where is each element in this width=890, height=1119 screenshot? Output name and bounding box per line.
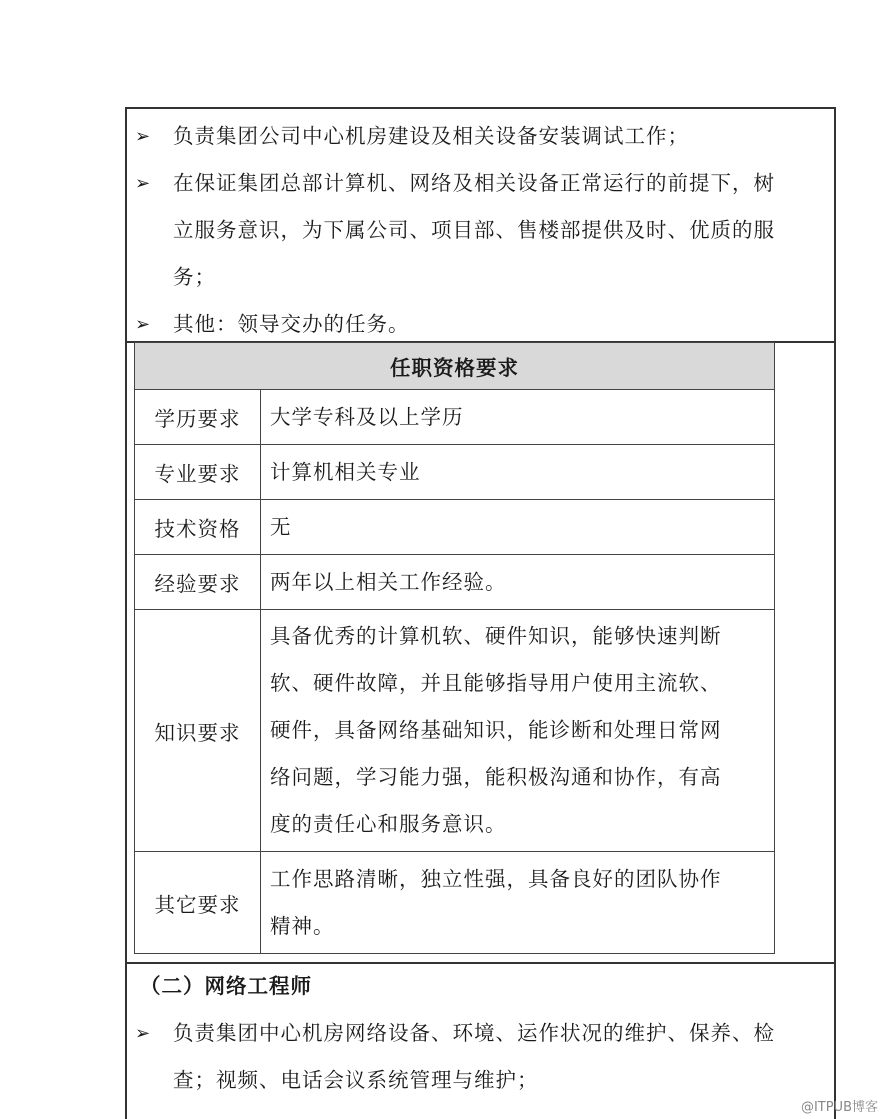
arrow-bullet-icon: ➢ <box>135 314 152 335</box>
duty-text-continued: 立服务意识，为下属公司、项目部、售楼部提供及时、优质的服 <box>173 218 775 242</box>
table-row <box>135 852 775 954</box>
table-row <box>135 500 775 555</box>
row-value: 无 <box>261 500 775 555</box>
duty-text: 负责集团公司中心机房建设及相关设备安装调试工作； <box>173 124 689 148</box>
row-key: 其它要求 <box>135 852 261 954</box>
table-row <box>135 445 775 500</box>
arrow-bullet-icon: ➢ <box>135 1023 152 1044</box>
duties-list <box>133 1010 833 1104</box>
row-value: 计算机相关专业 <box>261 445 775 500</box>
row-value: 大学专科及以上学历 <box>261 390 775 445</box>
duty-item <box>133 1010 833 1057</box>
table-header: 任职资格要求 <box>135 343 775 390</box>
row-value: 工作思路清晰，独立性强，具备良好的团队协作 精神。 <box>261 852 775 954</box>
duty-text: 在保证集团总部计算机、网络及相关设备正常运行的前提下，树 <box>173 171 775 195</box>
table-header-row <box>135 343 775 390</box>
table-row <box>135 390 775 445</box>
row-key: 知识要求 <box>135 610 261 852</box>
row-key: 经验要求 <box>135 555 261 610</box>
table-row <box>135 555 775 610</box>
duties-list <box>133 113 833 348</box>
duty-text-continued: 务； <box>173 265 216 289</box>
duty-text-continued: 查；视频、电话会议系统管理与维护； <box>173 1068 539 1092</box>
row-value: 两年以上相关工作经验。 <box>261 555 775 610</box>
row-key: 技术资格 <box>135 500 261 555</box>
row-value: 具备优秀的计算机软、硬件知识，能够快速判断 软、硬件故障，并且能够指导用户使用主流软、 硬件，具备网络基础知识，能诊断和处理日常网 络问题，学习能力强，能积极沟通和协作，有高 度的责任心和服务意识。 <box>261 610 775 852</box>
row-key: 专业要求 <box>135 445 261 500</box>
duty-item <box>133 113 833 160</box>
arrow-bullet-icon: ➢ <box>135 173 152 194</box>
row-key: 学历要求 <box>135 390 261 445</box>
section-title: （二）网络工程师 <box>140 974 312 998</box>
duty-text: 负责集团中心机房网络设备、环境、运作状况的维护、保养、检 <box>173 1021 775 1045</box>
watermark: @ITPUB博客 <box>800 1100 878 1115</box>
table-row <box>135 610 775 852</box>
requirements-table <box>134 342 775 954</box>
duty-item <box>133 160 833 207</box>
duty-text: 其他：领导交办的任务。 <box>173 312 410 336</box>
arrow-bullet-icon: ➢ <box>135 126 152 147</box>
